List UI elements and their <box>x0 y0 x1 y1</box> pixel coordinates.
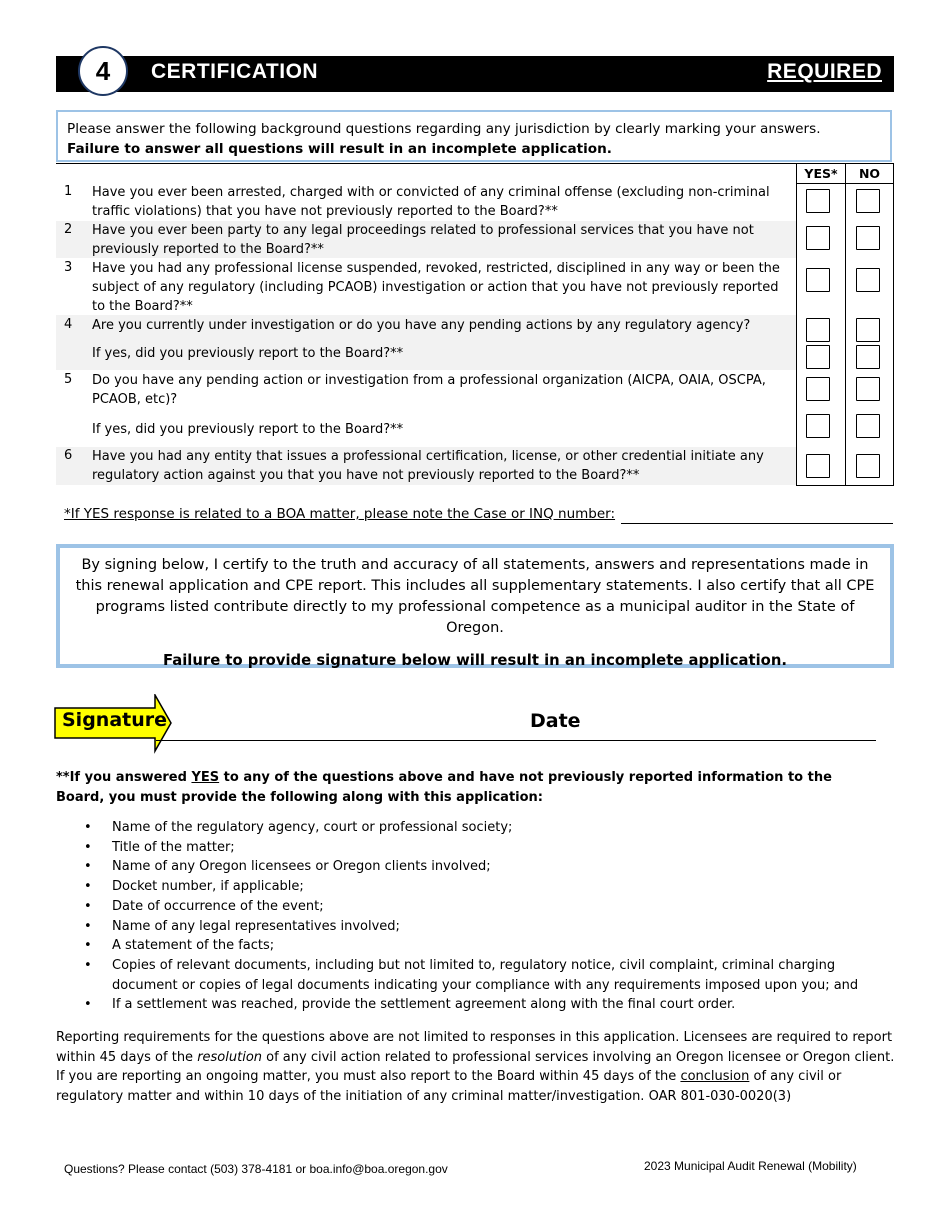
question-text: Are you currently under investigation or do you have any pending actions by any regulatory agency? <box>92 318 751 333</box>
section-number-badge: 4 <box>78 46 128 96</box>
table-top-rule <box>56 163 893 164</box>
q6-yes-checkbox[interactable] <box>806 454 830 478</box>
signature-line[interactable] <box>156 740 876 741</box>
q3-yes-checkbox[interactable] <box>806 268 830 292</box>
question-text: Have you ever been arrested, charged with or convicted of any criminal offense (excluding non-criminal traffic violations) that you have not previously reported to the Board?** <box>92 185 770 219</box>
question-followup: If yes, did you previously report to the Board?** <box>92 346 404 361</box>
supplemental-note <box>56 768 876 808</box>
q1-yes-checkbox[interactable] <box>806 189 830 213</box>
question-number: 6 <box>64 448 73 463</box>
q4-no-checkbox[interactable] <box>856 318 880 342</box>
question-number: 4 <box>64 317 73 332</box>
question-followup: If yes, did you previously report to the Board?** <box>92 422 404 437</box>
q4-yes-checkbox[interactable] <box>806 318 830 342</box>
q5-followup-no-checkbox[interactable] <box>856 414 880 438</box>
signature-warning: Failure to provide signature below will result in an incomplete application. <box>163 652 787 669</box>
note-prefix: **If you answered <box>56 770 192 785</box>
question-text: Have you had any entity that issues a professional certification, license, or other credential initiate any regulatory action against you that you have not previously reported to the Board?** <box>92 449 764 483</box>
yes-column-header: YES* <box>804 166 838 181</box>
note-suffix: to any of the questions above and have not previously reported information to the Board, you must provide the following along with this application: <box>56 770 832 805</box>
column-header-rule <box>796 183 894 184</box>
list-item: • If a settlement was reached, provide the settlement agreement along with the final court order. <box>84 997 736 1013</box>
question-text: Have you ever been party to any legal proceedings related to professional services that you have not previously reported to the Board?** <box>92 223 754 257</box>
certification-box <box>56 544 894 668</box>
instructions-box <box>56 110 892 162</box>
q2-no-checkbox[interactable] <box>856 226 880 250</box>
question-text: Do you have any pending action or investigation from a professional organization (AICPA, OAIA, OSCPA, PCAOB, etc)? <box>92 373 766 407</box>
footer-form-name: 2023 Municipal Audit Renewal (Mobility) <box>644 1159 857 1173</box>
signature-label: Signature <box>62 709 168 731</box>
q3-no-checkbox[interactable] <box>856 268 880 292</box>
question-number: 2 <box>64 222 73 237</box>
list-item: • Docket number, if applicable; <box>84 879 304 895</box>
section-title: CERTIFICATION <box>151 60 319 83</box>
q1-no-checkbox[interactable] <box>856 189 880 213</box>
list-item: • Name of any Oregon licensees or Oregon clients involved; <box>84 859 491 875</box>
no-column-header: NO <box>858 166 881 181</box>
question-number: 5 <box>64 372 73 387</box>
q4-followup-no-checkbox[interactable] <box>856 345 880 369</box>
list-item: • Title of the matter; <box>84 839 235 855</box>
list-item: • Date of occurrence of the event; <box>84 898 324 914</box>
list-item: • A statement of the facts; <box>84 938 275 954</box>
list-item: • Name of the regulatory agency, court or professional society; <box>84 820 513 835</box>
required-label: REQUIRED <box>767 60 882 83</box>
list-item: • Name of any legal representatives involved; <box>84 918 400 934</box>
list-item: • Copies of relevant documents, including but not limited to, regulatory notice, civil complaint, criminal charging document or copies of legal documents indicating your compliance with any requirements imposed upon you; and <box>84 957 859 993</box>
instructions-text: Please answer the following background questions regarding any jurisdiction by clearly marking your answers. <box>67 121 821 137</box>
q4-followup-yes-checkbox[interactable] <box>806 345 830 369</box>
q2-yes-checkbox[interactable] <box>806 226 830 250</box>
date-label: Date <box>530 710 581 732</box>
question-number: 1 <box>64 184 73 199</box>
q5-followup-yes-checkbox[interactable] <box>806 414 830 438</box>
note-yes: YES <box>191 770 220 785</box>
question-text: Have you had any professional license suspended, revoked, restricted, disciplined in any way or been the subject of any regulatory (including PCAOB) investigation or action that you have not previously reported to the Board?** <box>92 261 780 314</box>
q6-no-checkbox[interactable] <box>856 454 880 478</box>
q5-yes-checkbox[interactable] <box>806 377 830 401</box>
requirements-list <box>84 818 896 1015</box>
question-number: 3 <box>64 260 73 275</box>
reporting-requirements: Reporting requirements for the questions above are not limited to responses in this application. Licensees are required to report within 45 days of the resolution of any civil action related to professional services involving an Oregon licensee or Oregon client. If you are reporting an ongoing matter, you must also report to the Board within 45 days of the conclusion of any civil or regulatory matter and within 10 days of the initiation of any criminal matter/investigation. OAR 801-030-0020(3) <box>56 1030 895 1104</box>
q5-no-checkbox[interactable] <box>856 377 880 401</box>
instructions-warning: Failure to answer all questions will result in an incomplete application. <box>67 141 612 157</box>
boa-case-note: *If YES response is related to a BOA matter, please note the Case or INQ number: <box>64 506 616 522</box>
footer-contact: Questions? Please contact (503) 378-4181 or boa.info@boa.oregon.gov <box>64 1162 448 1176</box>
certification-statement: By signing below, I certify to the truth and accuracy of all statements, answers and representations made in this renewal application and CPE report. This includes all supplementary statements. I also certify that all CPE programs listed contribute directly to my professional competence as a municipal auditor in the State of Oregon. <box>75 557 875 636</box>
case-number-field[interactable] <box>621 523 893 524</box>
